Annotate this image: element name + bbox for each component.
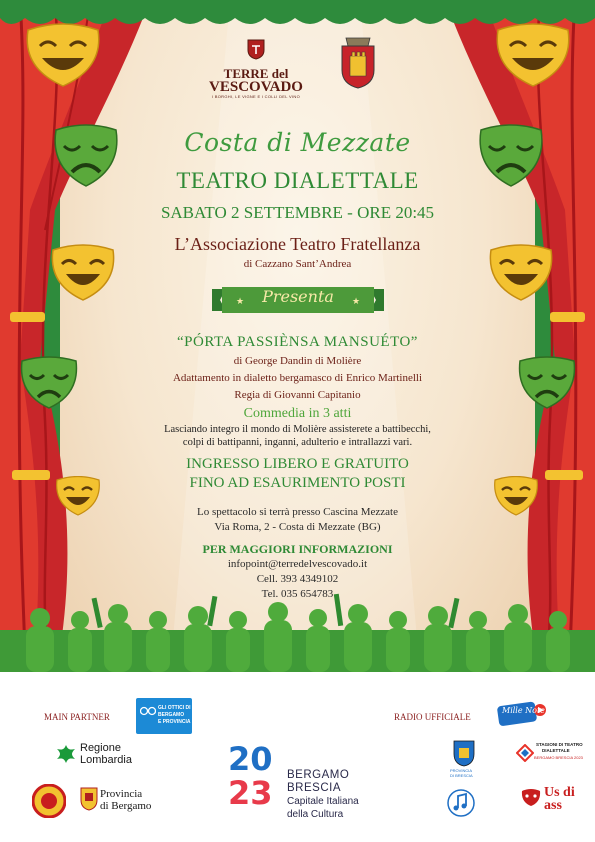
presenta-label: Presenta [262, 287, 334, 306]
capitale-line: BRESCIA [287, 782, 341, 794]
credit-line: Regia di Giovanni Capitanio [234, 389, 361, 401]
description-line: Lasciando integro il mondo di Molière assisterete a battibecchi, [164, 424, 431, 435]
venue-line: Via Roma, 2 - Costa di Mezzate (BG) [214, 521, 381, 533]
audience-silhouettes [0, 590, 595, 672]
entry-line: INGRESSO LIBERO E GRATUITO [186, 456, 409, 472]
comedy-mask-icon [492, 22, 574, 90]
capitale-cultura-text [287, 769, 359, 821]
logo-line1: TERRE del [223, 66, 289, 81]
year-top: 20 [228, 740, 273, 778]
year-bottom: 23 [228, 774, 273, 810]
cultural-association-seal-icon [32, 784, 66, 818]
info-heading: PER MAGGIORI INFORMAZIONI [202, 542, 393, 556]
contact-phone[interactable]: Tel. 035 654783 [261, 588, 334, 600]
mille-note-logo [496, 698, 548, 728]
contact-cell[interactable]: Cell. 393 4349102 [256, 573, 339, 585]
radio-name: Mille Note [502, 706, 545, 715]
comedy-mask-icon [22, 22, 104, 90]
provincia-brescia-crest-icon [451, 738, 477, 768]
regione-lombardia-text [80, 742, 132, 766]
genre-label: Commedia in 3 atti [243, 406, 352, 421]
stagioni-line: STAGIONI DI TEATRO [536, 742, 583, 747]
capitale-line: BERGAMO [287, 769, 350, 781]
shield-icon [246, 38, 266, 60]
provincia-brescia-line: PROVINCIA [450, 768, 473, 773]
stagioni-line: DIALETTALE [542, 748, 570, 753]
provincia-line: Provincia [100, 788, 143, 800]
entry-line: FINO AD ESAURIMENTO POSTI [189, 475, 406, 491]
play-title: “PÓRTA PASSIÈNSA MANSUÉTO” [177, 334, 418, 350]
radio-label: RADIO UFFICIALE [394, 712, 471, 722]
stagioni-line: BERGAMO BRESCIA 2023 [534, 755, 583, 760]
glasses-icon [140, 706, 156, 716]
provincia-bergamo-text [100, 788, 151, 812]
provincia-bergamo-crest-icon [80, 787, 98, 811]
credit-line: Adattamento in dialetto bergamasco di Enrico Martinelli [172, 372, 423, 384]
capitale-line: Capitale Italiana [287, 796, 359, 807]
us-di-ass-mask-icon [520, 788, 542, 808]
svg-text:★: ★ [352, 297, 361, 307]
association-name: L’Associazione Teatro Fratellanza [174, 234, 421, 254]
town-crest-icon [338, 36, 378, 90]
event-date: SABATO 2 SETTEMBRE - ORE 20:45 [160, 203, 435, 222]
credit-line: di George Dandin di Molière [233, 355, 362, 367]
ottici-line: BERGAMO [158, 712, 185, 718]
venue-line: Lo spettacolo si terrà presso Cascina Mezzate [197, 506, 398, 518]
logo-tagline: I BORGHI, LE VIGNE E I COLLI DEL VINO [211, 94, 301, 99]
event-title: TEATRO DIALETTALE [176, 168, 419, 193]
ottici-line: E PROVINCIA [158, 719, 191, 725]
lombardia-line: Regione [80, 742, 121, 754]
main-partner-label: MAIN PARTNER [44, 712, 110, 722]
contact-email[interactable]: infopoint@terredelvescovado.it [227, 558, 368, 570]
association-place: di Cazzano Sant’Andrea [243, 258, 352, 270]
terre-del-vescovado-logo [205, 38, 307, 100]
capitale-line: della Cultura [287, 809, 344, 820]
us-di-ass-text: Us di ass [544, 785, 575, 813]
ottici-line: GLI OTTICI DI [158, 705, 191, 711]
event-town: Costa di Mezzate [184, 128, 411, 157]
lombardia-line: Lombardia [80, 754, 132, 766]
provincia-line: di Bergamo [100, 800, 152, 812]
music-note-logo-icon [446, 788, 476, 818]
capitale-cultura-logo-icon [228, 740, 282, 810]
logo-line2: VESCOVADO [209, 79, 303, 95]
stagioni-teatro-icon [516, 744, 534, 762]
regione-lombardia-icon [56, 744, 76, 764]
svg-text:★: ★ [236, 297, 245, 307]
ottici-logo [136, 698, 192, 734]
provincia-brescia-line: DI BRESCIA [450, 773, 473, 778]
description-line: colpi di battipanni, inganni, adulterio e intrallazzi vari. [182, 437, 413, 448]
